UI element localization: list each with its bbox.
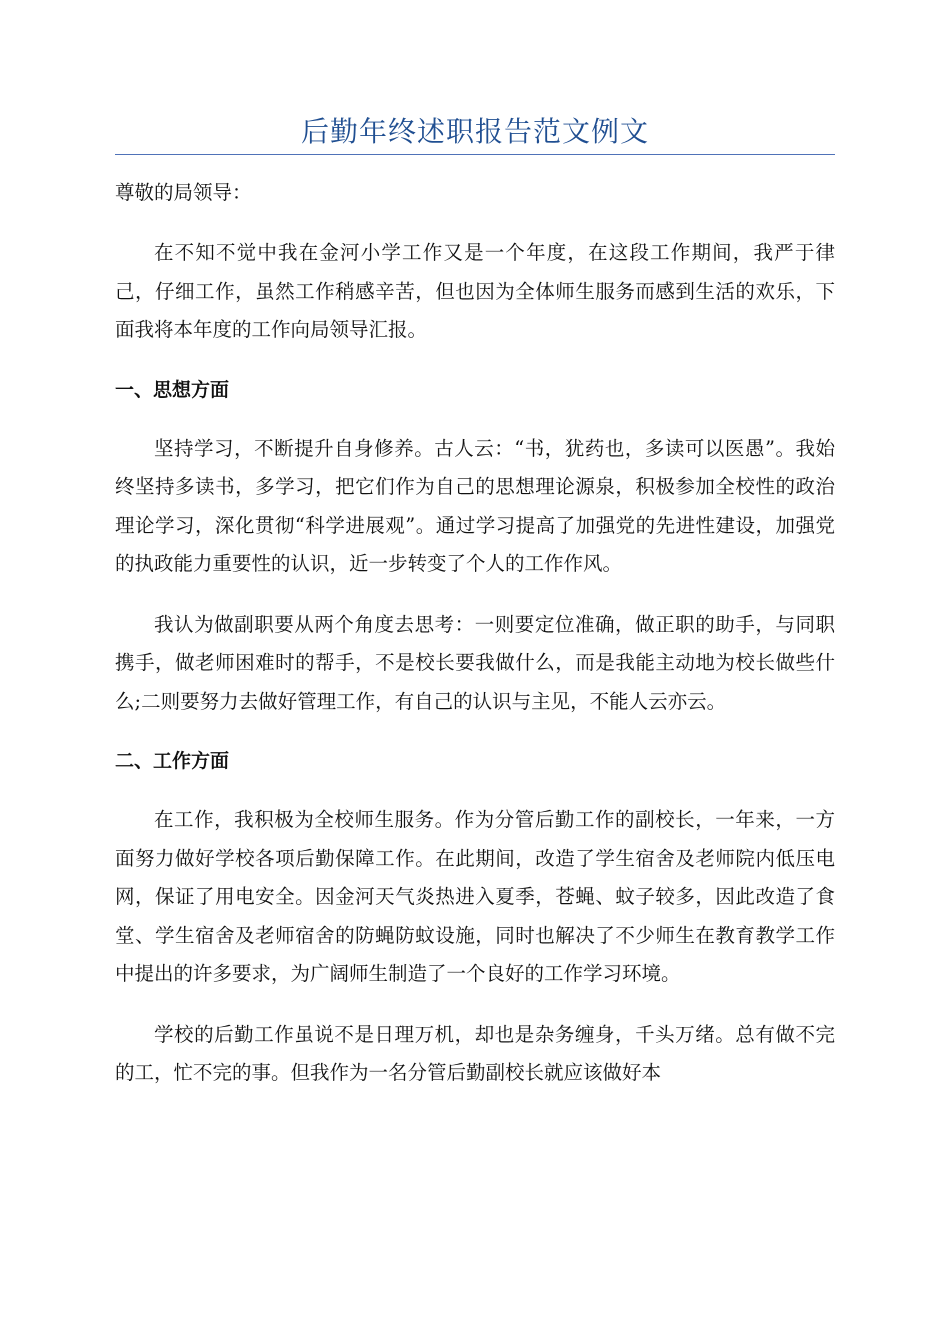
section-paragraph: 在工作，我积极为全校师生服务。作为分管后勤工作的副校长，一年来，一方面努力做好学校各项后勤保障工作。在此期间，改造了学生宿舍及老师院内低压电网，保证了用电安全。因金河天气炎热进入夏季，苍蝇、蚊子较多，因此改造了食堂、学生宿舍及老师宿舍的防蝇防蚊设施，同时也解决了不少师生在教育教学工作中提出的许多要求，为广阔师生制造了一个良好的工作学习环境。 bbox=[115, 808, 835, 985]
section-paragraph: 我认为做副职要从两个角度去思考：一则要定位准确，做正职的助手，与同职携手，做老师困难时的帮手，不是校长要我做什么，而是我能主动地为校长做些什么;二则要努力去做好管理工作，有自己的认识与主见，不能人云亦云。 bbox=[115, 612, 835, 713]
salutation: 尊敬的局领导： bbox=[115, 181, 252, 204]
title-underline bbox=[115, 154, 835, 155]
section-paragraph: 坚持学习，不断提升自身修养。古人云：“书，犹药也，多读可以医愚”。我始终坚持多读书，多学习，把它们作为自己的思想理论源泉，积极参加全校性的政治理论学习，深化贯彻“科学进展观”。通过学习提高了加强党的先进性建设，加强党的执政能力重要性的认识，近一步转变了个人的工作作风。 bbox=[115, 436, 835, 575]
document-body bbox=[115, 174, 835, 1093]
section-heading-thought: 一、思想方面 bbox=[115, 378, 230, 401]
intro-paragraph: 在不知不觉中我在金河小学工作又是一个年度，在这段工作期间，我严于律己，仔细工作，虽然工作稍感辛苦，但也因为全体师生服务而感到生活的欢乐，下面我将本年度的工作向局领导汇报。 bbox=[115, 241, 835, 341]
section-paragraph: 学校的后勤工作虽说不是日理万机，却也是杂务缠身，千头万绪。总有做不完的工，忙不完的事。但我作为一名分管后勤副校长就应该做好本 bbox=[115, 1022, 835, 1084]
section-heading-work: 二、工作方面 bbox=[115, 750, 230, 772]
document-title: 后勤年终述职报告范文例文 bbox=[300, 115, 649, 148]
